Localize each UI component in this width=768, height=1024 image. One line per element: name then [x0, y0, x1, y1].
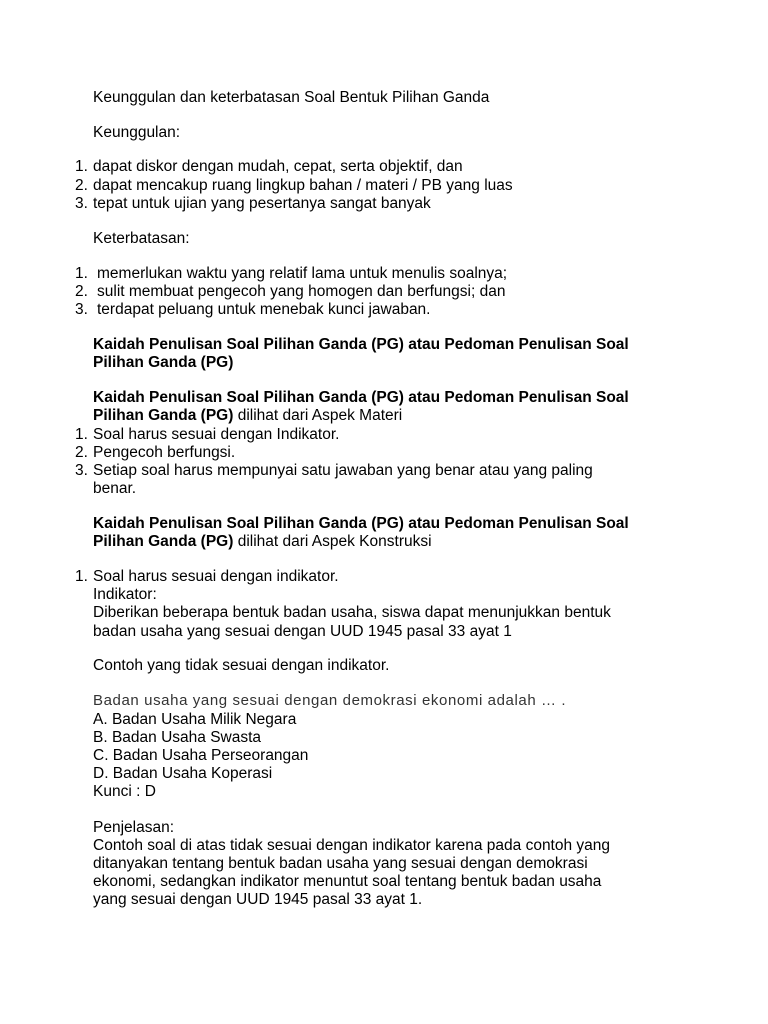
list-item: Setiap soal harus mempunyai satu jawaban yang benar atau yang paling [93, 462, 593, 479]
list-number: 2. [75, 177, 88, 194]
materi-heading-line1: Kaidah Penulisan Soal Pilihan Ganda (PG) atau Pedoman Penulisan Soal [93, 389, 629, 406]
konstruksi-heading-line1: Kaidah Penulisan Soal Pilihan Ganda (PG) atau Pedoman Penulisan Soal [93, 515, 629, 532]
option-d: D. Badan Usaha Koperasi [93, 765, 273, 782]
question-text: Badan usaha yang sesuai dengan demokrasi ekonomi adalah … . [93, 692, 567, 709]
option-a: A. Badan Usaha Milik Negara [93, 711, 297, 728]
materi-heading-rest: dilihat dari Aspek Materi [233, 407, 403, 424]
list-number: 2. [75, 444, 88, 461]
list-item: dapat diskor dengan mudah, cepat, serta objektif, dan [93, 158, 463, 175]
list-item: sulit membuat pengecoh yang homogen dan berfungsi; dan [97, 283, 506, 300]
list-number: 3. [75, 301, 88, 318]
list-number: 3. [75, 195, 88, 212]
kaidah-heading-line1: Kaidah Penulisan Soal Pilihan Ganda (PG) atau Pedoman Penulisan Soal [93, 336, 629, 353]
konstruksi-heading-rest: dilihat dari Aspek Konstruksi [233, 533, 432, 550]
indikator-text-line1: Diberikan beberapa bentuk badan usaha, siswa dapat menunjukkan bentuk [93, 604, 611, 621]
list-item-continuation: benar. [93, 480, 137, 497]
contoh-label: Contoh yang tidak sesuai dengan indikator. [93, 657, 390, 674]
penjelasan-line: ekonomi, sedangkan indikator menuntut soal tentang bentuk badan usaha [93, 873, 602, 890]
list-item: Pengecoh berfungsi. [93, 444, 236, 461]
indikator-text-line2: badan usaha yang sesuai dengan UUD 1945 pasal 33 ayat 1 [93, 623, 512, 640]
option-c: C. Badan Usaha Perseorangan [93, 747, 309, 764]
list-number: 2. [75, 283, 88, 300]
list-number: 1. [75, 158, 88, 175]
list-item: dapat mencakup ruang lingkup bahan / materi / PB yang luas [93, 177, 513, 194]
penjelasan-line: ditanyakan tentang bentuk badan usaha yang sesuai dengan demokrasi [93, 855, 588, 872]
answer-key: Kunci : D [93, 783, 156, 800]
list-number: 3. [75, 462, 88, 479]
konstruksi-heading-line2 [93, 533, 432, 551]
kaidah-heading-line2: Pilihan Ganda (PG) [93, 354, 234, 371]
list-item: Soal harus sesuai dengan Indikator. [93, 426, 340, 443]
materi-heading-line2 [93, 407, 402, 425]
keterbatasan-heading: Keterbatasan: [93, 230, 190, 247]
materi-heading-bold: Pilihan Ganda (PG) [93, 407, 234, 424]
list-item: terdapat peluang untuk menebak kunci jawaban. [97, 301, 431, 318]
penjelasan-line: yang sesuai dengan UUD 1945 pasal 33 ayat 1. [93, 891, 423, 908]
penjelasan-line: Contoh soal di atas tidak sesuai dengan indikator karena pada contoh yang [93, 837, 611, 854]
list-number: 1. [75, 265, 88, 282]
document-title: Keunggulan dan keterbatasan Soal Bentuk Pilihan Ganda [93, 89, 490, 106]
keunggulan-heading: Keunggulan: [93, 124, 181, 141]
list-item: Soal harus sesuai dengan indikator. [93, 568, 339, 585]
option-b: B. Badan Usaha Swasta [93, 729, 262, 746]
indikator-label: Indikator: [93, 586, 157, 603]
penjelasan-label: Penjelasan: [93, 819, 175, 836]
list-item: memerlukan waktu yang relatif lama untuk menulis soalnya; [97, 265, 508, 282]
list-number: 1. [75, 426, 88, 443]
list-item: tepat untuk ujian yang pesertanya sangat banyak [93, 195, 431, 212]
list-number: 1. [75, 568, 88, 585]
konstruksi-heading-bold: Pilihan Ganda (PG) [93, 533, 234, 550]
